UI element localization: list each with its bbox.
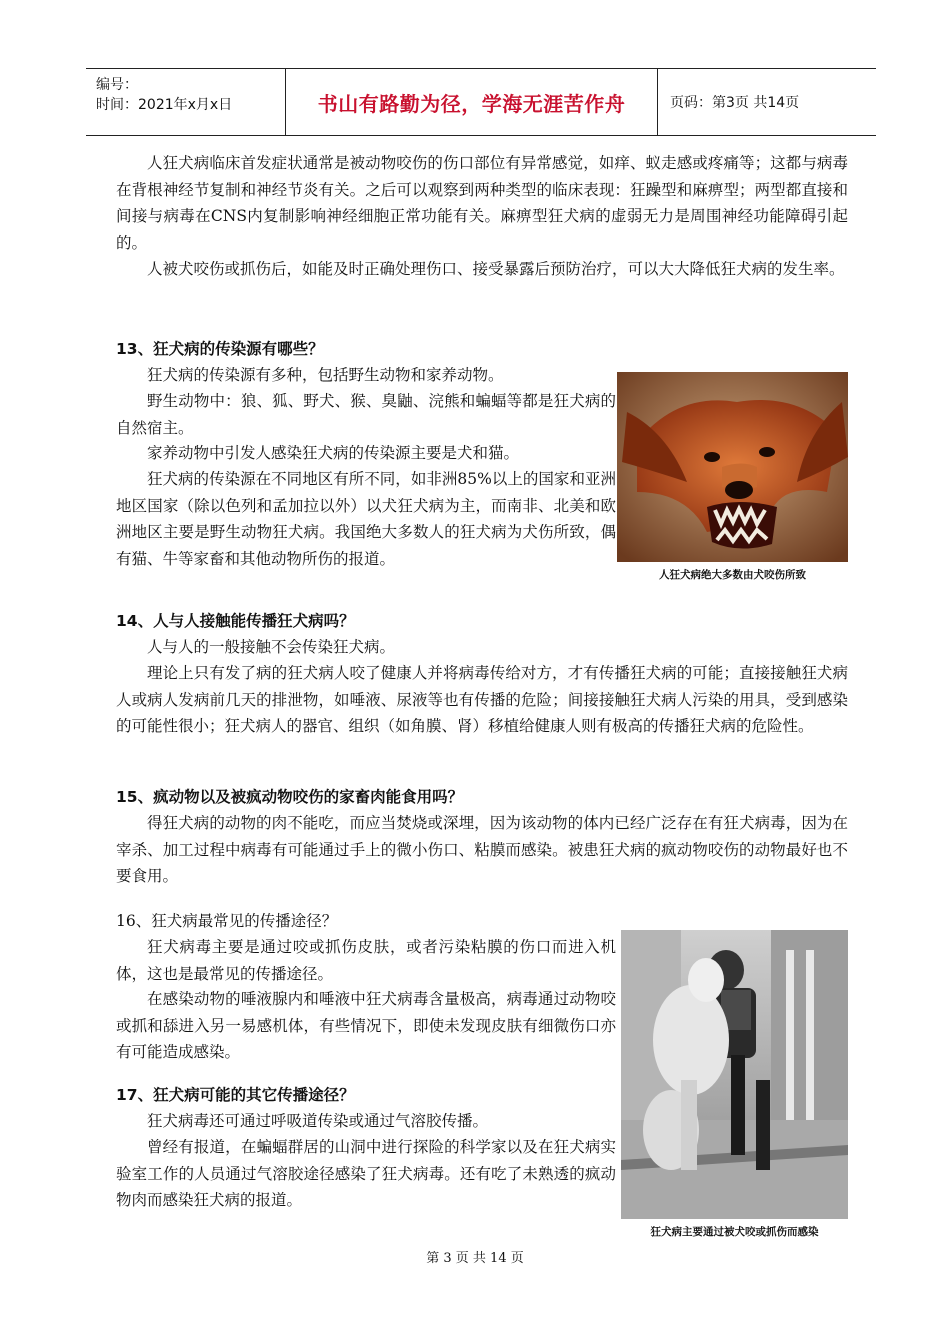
section-15-heading: 15、疯动物以及被疯动物咬伤的家畜肉能食用吗？ [116,788,464,806]
section-13-paragraph-3: 家养动物中引发人感染狂犬病的传染源主要是犬和猫。 [147,444,520,462]
dog-attack-photo [621,930,848,1219]
section-16-paragraph-2: 在感染动物的唾液腺内和唾液中狂犬病毒含量极高，病毒通过动物咬或抓和舔进入另一易感机体，有些情况下，即使未发现皮肤有细微伤口亦有可能造成感染。 [116,990,616,1061]
dog-attack-illustration [621,930,848,1219]
dog-photo-caption: 人狂犬病绝大多数由犬咬伤所致 [659,569,806,581]
section-17-heading: 17、狂犬病可能的其它传播途径？ [116,1086,355,1104]
section-16-paragraph-1: 狂犬病毒主要是通过咬或抓伤皮肤，或者污染粘膜的伤口而进入机体，这也是最常见的传播途径。 [116,938,616,983]
section-14-paragraph-1: 人与人的一般接触不会传染狂犬病。 [147,638,396,656]
snarling-dog-photo [617,372,848,562]
document-date: 时间：2021年x月x日 [96,97,233,113]
section-13-heading: 13、狂犬病的传染源有哪些？ [116,340,324,358]
intro-paragraph-1: 人狂犬病临床首发症状通常是被动物咬伤的伤口部位有异常感觉，如痒、蚁走感或疼痛等；这都与病毒在背根神经节复制和神经节炎有关。之后可以观察到两种类型的临床表现：狂躁型和麻痹型；两型都直接和间接与病毒在CNS内复制影响神经细胞正常功能有关。麻痹型狂犬病的虚弱无力是周围神经功能障碍引起的。 [116,154,848,252]
header-page-number: 页码：第3页 共14页 [670,95,800,111]
section-13-paragraph-2: 野生动物中：狼、狐、野犬、猴、臭鼬、浣熊和蝙蝠等都是狂犬病的自然宿主。 [116,392,616,437]
page-header [86,68,876,136]
intro-paragraph-2: 人被犬咬伤或抓伤后，如能及时正确处理伤口、接受暴露后预防治疗，可以大大降低狂犬病的发生率。 [147,260,845,278]
section-14-heading: 14、人与人接触能传播狂犬病吗？ [116,612,355,630]
header-meta [86,69,286,135]
attack-photo-caption: 狂犬病主要通过被犬咬或抓伤而感染 [650,1226,819,1238]
page-footer: 第 3 页 共 14 页 [426,1251,524,1266]
section-14-paragraph-2: 理论上只有发了病的狂犬病人咬了健康人并将病毒传给对方，才有传播狂犬病的可能；直接接触狂犬病人或病人发病前几天的排泄物，如唾液、尿液等也有传播的危险；间接接触狂犬病人污染的用具，受到感染的可能性很小；狂犬病人的器官、组织（如角膜、肾）移植给健康人则有极高的传播狂犬病的危险性。 [116,664,848,735]
section-13-paragraph-1: 狂犬病的传染源有多种，包括野生动物和家养动物。 [147,366,504,384]
section-17-paragraph-2: 曾经有报道，在蝙蝠群居的山洞中进行探险的科学家以及在狂犬病实验室工作的人员通过气溶胶途径感染了狂犬病毒。还有吃了未熟透的疯动物肉而感染狂犬病的报道。 [116,1138,616,1209]
section-15-paragraph-1: 得狂犬病的动物的肉不能吃，而应当焚烧或深埋，因为该动物的体内已经广泛存在有狂犬病毒，因为在宰杀、加工过程中病毒有可能通过手上的微小伤口、粘膜而感染。被患狂犬病的疯动物咬伤的动物最好也不要食用。 [116,814,848,885]
section-13-paragraph-4: 狂犬病的传染源在不同地区有所不同，如非洲85%以上的国家和亚洲地区国家（除以色列和孟加拉以外）以犬狂犬病为主，而南非、北美和欧洲地区主要是野生动物狂犬病。我国绝大多数人的狂犬病为犬伤所致，偶有猫、牛等家畜和其他动物所伤的报道。 [116,470,616,568]
header-motto: 书山有路勤为径，学海无涯苦作舟 [286,69,658,135]
section-16-heading: 16、狂犬病最常见的传播途径？ [116,912,338,930]
document-number-label: 编号： [96,77,138,93]
snarling-dog-illustration [617,372,848,562]
section-17-paragraph-1: 狂犬病毒还可通过呼吸道传染或通过气溶胶传播。 [147,1112,489,1130]
